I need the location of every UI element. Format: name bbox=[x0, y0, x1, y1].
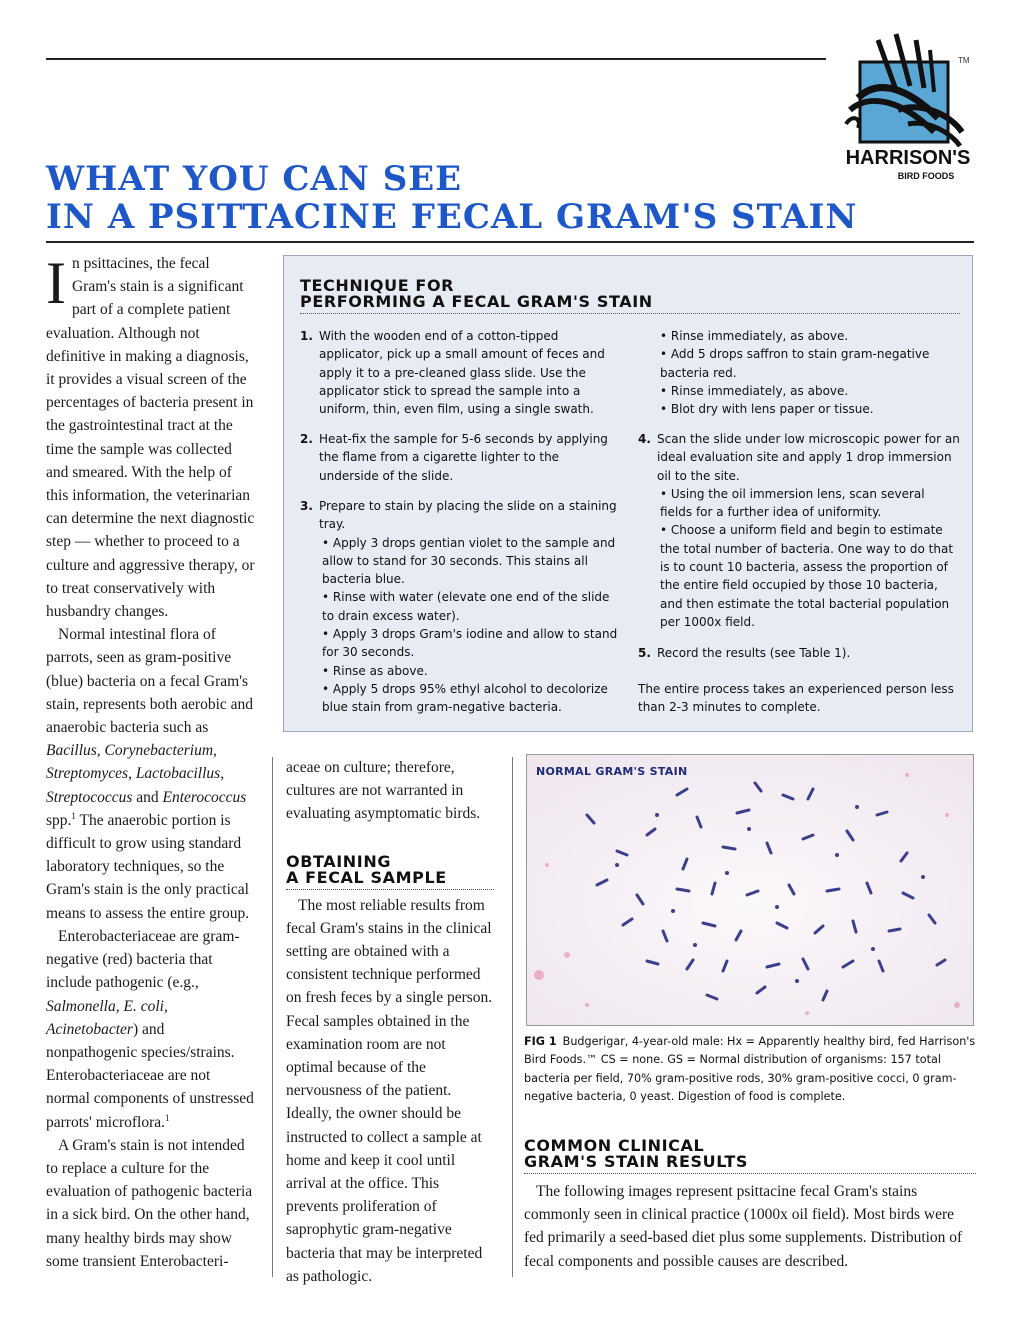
step-2-number: 2. bbox=[300, 432, 313, 446]
results-heading-2: GRAM'S STAIN RESULTS bbox=[524, 1154, 976, 1174]
intro-paragraph-4: A Gram's stain is not intended to replace a culture for the evaluation of pathogenic bacteria in a sick bird. On the other hand, many healthy birds may show some transient Enterobacteri- bbox=[46, 1136, 253, 1270]
results-heading-1: COMMON CLINICAL bbox=[524, 1136, 705, 1155]
column-divider-1 bbox=[272, 757, 273, 1277]
sample-column bbox=[286, 756, 494, 1288]
step-5-text: Record the results (see Table 1). bbox=[657, 646, 851, 660]
technique-title bbox=[300, 278, 960, 314]
gram-stain-micrograph bbox=[526, 754, 974, 1026]
p2-and: and bbox=[132, 788, 163, 806]
step-4-number: 4. bbox=[638, 432, 651, 446]
obtaining-heading-1: OBTAINING bbox=[286, 851, 392, 871]
page-title bbox=[46, 160, 857, 236]
obtaining-paragraph: The most reliable results from fecal Gram's stains in the clinical setting are obtained with a consistent technique performed on fresh feces by a single person. Fecal samples obtained in the examination room are not optimal because of the nervousness of the patient. Ideally, the owner should be instructed to collect a sample at home and keep it cool until arrival at the office. This prevents proliferation of saprophytic gram-negative bacteria that may be interpreted as pathologic. bbox=[286, 896, 493, 1285]
step-4-text: Scan the slide under low microscopic power for an ideal evaluation site and apply 1 drop immersion oil to the site. bbox=[657, 432, 960, 483]
technique-title-2: PERFORMING A FECAL GRAM'S STAIN bbox=[300, 294, 960, 314]
ref-1b: 1 bbox=[165, 1112, 170, 1123]
step-4 bbox=[638, 430, 960, 631]
step-1 bbox=[300, 327, 622, 418]
p2-enterococcus: Enterococcus bbox=[162, 788, 247, 806]
figure-label: FIG 1 bbox=[524, 1035, 557, 1048]
logo-sub: BIRD FOODS bbox=[897, 171, 955, 181]
step-2 bbox=[300, 430, 622, 485]
step-2-text: Heat-fix the sample for 5-6 seconds by applying the flame from a cigarette lighter to the underside of the slide. bbox=[319, 432, 608, 483]
harrisons-logo bbox=[838, 28, 978, 188]
step-3-bullet-3: • Apply 3 drops Gram's iodine and allow to stand for 30 seconds. bbox=[322, 627, 618, 660]
step-5-number: 5. bbox=[638, 646, 651, 660]
figure-title: NORMAL GRAM'S STAIN bbox=[536, 765, 688, 778]
column-divider-2 bbox=[512, 757, 513, 1277]
obtaining-heading-2: A FECAL SAMPLE bbox=[286, 870, 494, 890]
p3-pathogens: Salmonella, E. coli, Acinetobacter bbox=[46, 997, 168, 1038]
technique-left-column bbox=[300, 327, 622, 727]
intro-p1-text: n psittacines, the fecal Gram's stain is a significant part of a complete patient evaluation. Although not definitive in making a diagnosis, it provides a visual screen of the percentages of bacteria present in the gastrointestinal tract at the time the sample was collected and smeared. With the help of this information, the veterinarian can determine the next diagnostic step — whether to proceed to a culture and aggressive therapy, or to treat conservatively with husbandry changes. bbox=[46, 255, 255, 621]
step-4-bullet-1: • Using the oil immersion lens, scan several fields for a further idea of uniformity. bbox=[660, 486, 925, 520]
rinse-bullet-2: • Rinse immediately, as above. bbox=[660, 383, 849, 398]
intro-paragraph-2 bbox=[46, 623, 256, 925]
intro-column bbox=[46, 252, 256, 1273]
blot-bullet: • Blot dry with lens paper or tissue. bbox=[660, 402, 874, 417]
technique-title-1: TECHNIQUE FOR bbox=[300, 276, 455, 295]
p2-text-b: The anaerobic portion is difficult to grow using standard laboratory techniques, so the Gram's stain is the only practical means to assess the entire group. bbox=[46, 811, 250, 922]
title-rule bbox=[46, 241, 974, 243]
saffron-bullet: • Add 5 drops saffron to stain gram-negative bacteria red. bbox=[660, 347, 930, 380]
results-heading bbox=[524, 1138, 976, 1174]
step-3-bullet-5: • Apply 5 drops 95% ethyl alcohol to decolorize blue stain from gram-negative bacteria. bbox=[322, 681, 608, 715]
step-3-text: Prepare to stain by placing the slide on a staining tray. bbox=[319, 499, 617, 532]
obtaining-heading bbox=[286, 851, 494, 890]
p2-text-a: Normal intestinal flora of parrots, seen as gram-positive (blue) bacteria on a fecal Gram's stain, represents both aerobic and anaerobic bacteria such as bbox=[46, 626, 254, 737]
intro-paragraph-3 bbox=[46, 925, 256, 1134]
step-1-number: 1. bbox=[300, 329, 313, 343]
p3-text-a: Enterobacteriaceae are gram-negative (red) bacteria that include pathogenic (e.g., bbox=[46, 927, 240, 992]
top-rule bbox=[46, 58, 826, 60]
results-paragraph: The following images represent psittacine fecal Gram's stains commonly seen in clinical practice (1000x oil field). Most birds were fed primarily a seed-based diet plus some supplements. Distribution of fecal components and possible causes are described. bbox=[524, 1183, 963, 1270]
p2-spp: spp. bbox=[46, 811, 72, 829]
trademark: TM bbox=[958, 56, 970, 65]
title-line-1: WHAT YOU CAN SEE bbox=[46, 159, 463, 199]
step-5 bbox=[638, 644, 960, 662]
results-section bbox=[524, 1138, 976, 1273]
step-3-continued bbox=[638, 327, 960, 418]
drop-cap: I bbox=[46, 250, 66, 316]
step-3-bullet-2: • Rinse with water (elevate one end of the slide to drain excess water). bbox=[322, 590, 610, 623]
technique-closing: The entire process takes an experienced person less than 2-3 minutes to complete. bbox=[638, 682, 954, 715]
title-line-2: IN A PSITTACINE FECAL GRAM'S STAIN bbox=[46, 197, 858, 237]
continued-text: aceae on culture; therefore, cultures are not warranted in evaluating asymptomatic birds. bbox=[286, 759, 481, 823]
p3-text-b: ) and nonpathogenic species/strains. Enterobacteriaceae are not normal components of unstressed parrots' microflora. bbox=[46, 1020, 254, 1131]
step-3 bbox=[300, 497, 622, 717]
technique-right-column bbox=[638, 327, 960, 727]
micrograph-image bbox=[527, 755, 973, 1025]
step-4-bullet-2: • Choose a uniform field and begin to estimate the total number of bacteria. One way to do that is to count 10 bacteria, assess the proportion of the entire field occupied by those 10 bacteria, and then estimate the total bacterial population per 1000x field. bbox=[660, 523, 954, 629]
rinse-bullet-1: • Rinse immediately, as above. bbox=[660, 329, 849, 343]
step-1-text: With the wooden end of a cotton-tipped applicator, pick up a small amount of feces and apply it to a pre-cleaned glass slide. Use the applicator stick to spread the sample into a uniform, thin, even film, using a single swath. bbox=[319, 329, 605, 417]
intro-paragraph-1 bbox=[46, 252, 256, 623]
step-3-bullet-1: • Apply 3 drops gentian violet to the sample and allow to stand for 30 seconds. This stains all bacteria blue. bbox=[322, 535, 616, 587]
logo-name: HARRISON'S bbox=[845, 147, 971, 169]
step-3-bullet-4: • Rinse as above. bbox=[322, 663, 428, 678]
p2-genera: Bacillus, Corynebacterium, Streptomyces, Lactobacillus, Streptococcus bbox=[46, 742, 225, 806]
step-3-number: 3. bbox=[300, 499, 313, 513]
figure-caption-text: Budgerigar, 4-year-old male: Hx = Apparently healthy bird, fed Harrison's Bird Foods.™ CS = none. GS = Normal distribution of organisms: 157 total bacteria per field, 70% gram-positive rods, 30% gram-positive cocci, 0 gram-negative bacteria, 0 yeast. Digestion of food is complete. bbox=[524, 1035, 976, 1103]
ref-1: 1 bbox=[71, 810, 76, 821]
figure-caption bbox=[524, 1033, 976, 1106]
